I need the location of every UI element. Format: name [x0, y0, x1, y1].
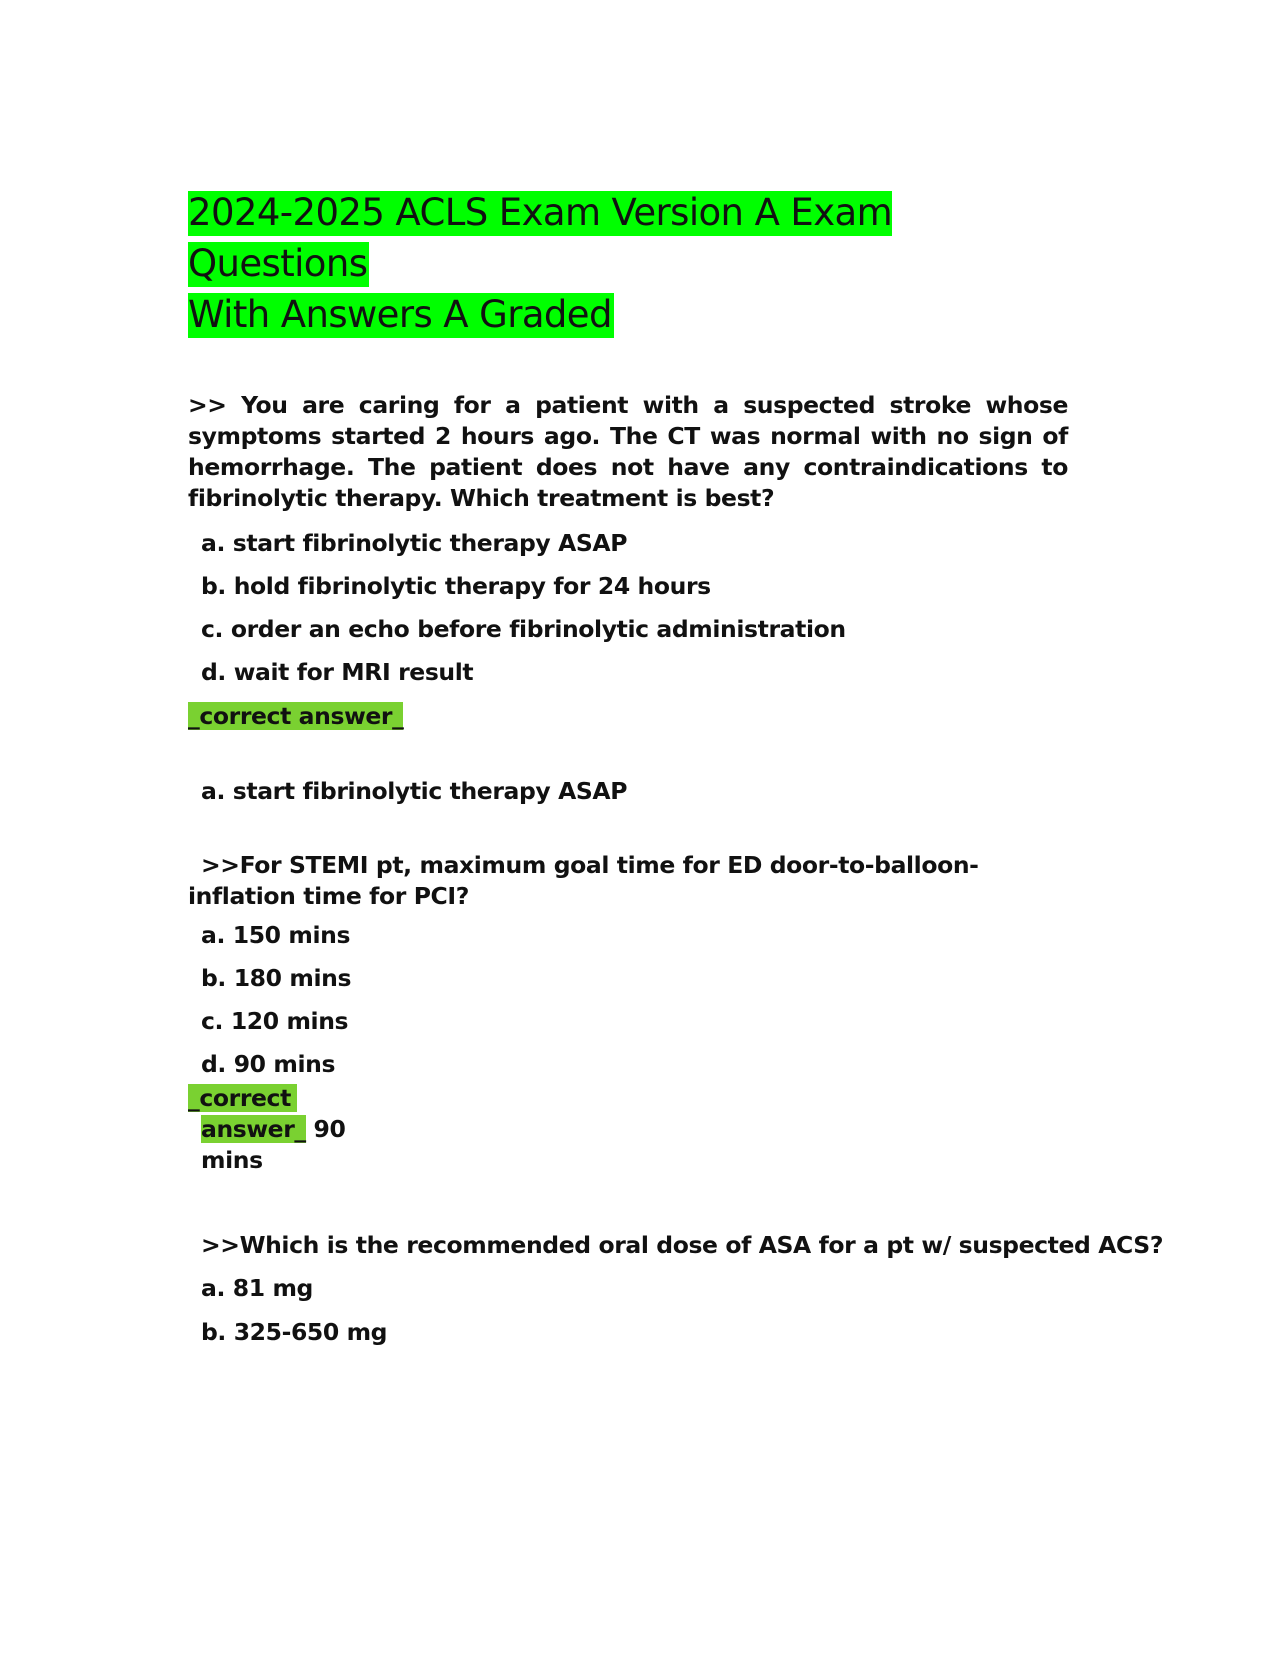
question-1-answer: a. start fibrinolytic therapy ASAP: [201, 777, 628, 805]
question-2-option-d: d. 90 mins: [201, 1050, 336, 1078]
question-2-option-c: c. 120 mins: [201, 1007, 349, 1035]
question-2-answer-label-2: answer_: [201, 1115, 306, 1143]
title-line-1: 2024-2025 ACLS Exam Version A Exam Questions: [188, 191, 893, 285]
question-2-option-b: b. 180 mins: [201, 964, 352, 992]
question-1-prompt: >> You are caring for a patient with a suspected stroke whose symptoms started 2 hours ago. The CT was normal with no sign of hemorrhage. The patient does not have any contraindications to fibrinolytic therapy. Which treatment is best?: [188, 391, 1068, 512]
document-title: [188, 187, 1068, 340]
question-2-option-a: a. 150 mins: [201, 921, 351, 949]
question-1-option-d: d. wait for MRI result: [201, 658, 474, 686]
question-1-option-a: a. start fibrinolytic therapy ASAP: [201, 529, 628, 557]
question-2-prompt: >>For STEMI pt, maximum goal time for ED door-to-balloon-inflation time for PCI?: [188, 851, 979, 910]
question-2-answer-label-1: _correct: [188, 1084, 297, 1112]
question-2-answer-value-2: mins: [201, 1146, 263, 1174]
title-line-2: With Answers A Graded: [188, 293, 612, 336]
question-1-option-c: c. order an echo before fibrinolytic administration: [201, 615, 846, 643]
question-3-prompt: >>Which is the recommended oral dose of ASA for a pt w/ suspected ACS?: [201, 1231, 1164, 1259]
question-3-option-b: b. 325-650 mg: [201, 1318, 388, 1346]
question-2-answer-value-1: 90: [305, 1115, 346, 1143]
question-3-option-a: a. 81 mg: [201, 1274, 313, 1302]
question-2-answer: [188, 1083, 345, 1176]
question-1-answer-label: _correct answer_: [188, 702, 404, 730]
question-1-option-b: b. hold fibrinolytic therapy for 24 hours: [201, 572, 711, 600]
